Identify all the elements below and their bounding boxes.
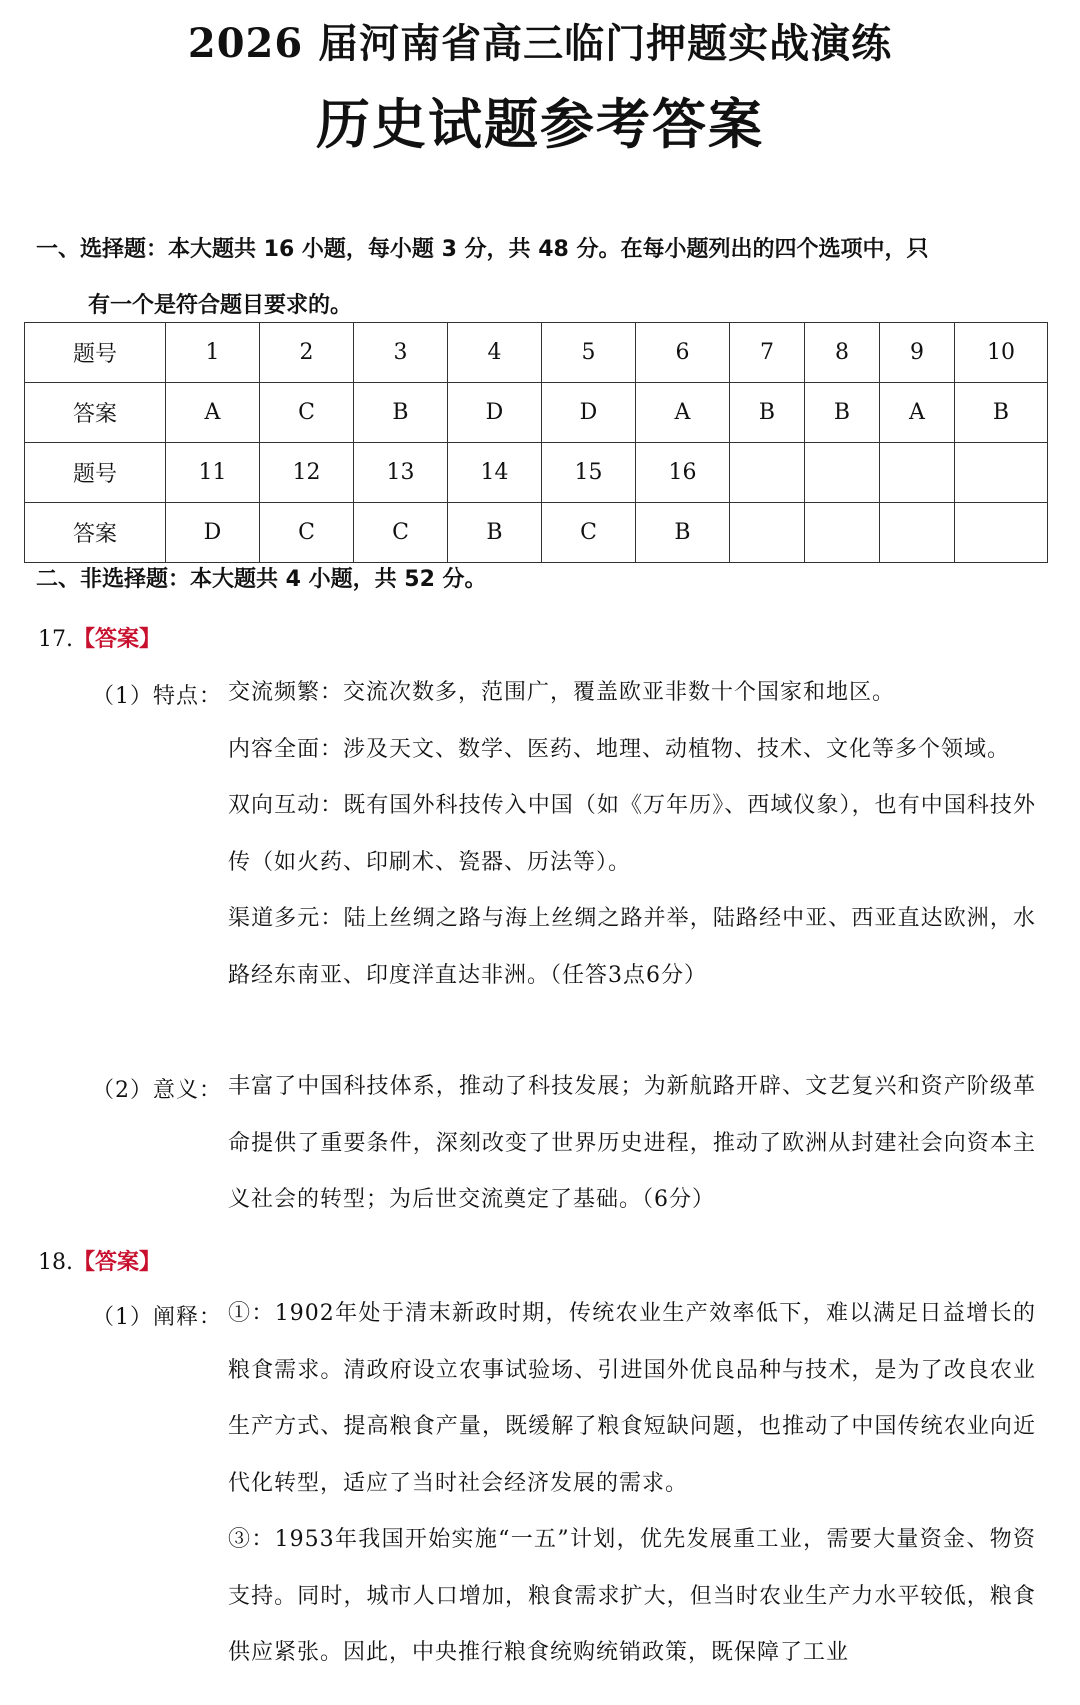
question-number-cell: 7 [730,323,805,383]
section-1-line-2: 有一个是符合题目要求的。 [88,293,353,318]
question-number-cell: 2 [260,323,354,383]
question-number: 17. [38,627,73,652]
section-1-line-1: 一、选择题：本大题共 16 小题，每小题 3 分，共 48 分。在每小题列出的四个选项中，只 [36,237,929,262]
document-subtitle: 历史试题参考答案 [316,92,764,156]
answer-tag: 【答案】 [73,1250,162,1275]
question-number-cell: 8 [805,323,880,383]
answer-cell: B [636,503,730,563]
answer-cell: B [730,383,805,443]
question-number-cell: 11 [166,443,260,503]
answer-cell: B [955,383,1048,443]
table-row [25,503,1048,563]
q17-part1-label: （1）特点： [92,684,222,709]
empty-cell [955,503,1048,563]
question-18-header [38,1245,161,1276]
q17-part2-label: （2）意义： [92,1078,222,1103]
answer-cell: B [354,383,448,443]
answer-paragraph: 双向互动：既有国外科技传入中国（如《万年历》、西域仪象），也有中国科技外传（如火药、印刷术、瓷器、历法等）。 [228,793,1036,875]
empty-cell [955,443,1048,503]
answer-cell: C [354,503,448,563]
answer-cell: D [448,383,542,443]
empty-cell [805,443,880,503]
answer-cell: A [636,383,730,443]
section-2-heading: 二、非选择题：本大题共 4 小题，共 52 分。 [36,567,487,592]
row-label: 答案 [25,383,166,443]
answer-cell: D [542,383,636,443]
answer-cell: C [542,503,636,563]
question-number-cell: 3 [354,323,448,383]
answer-cell: C [260,383,354,443]
answer-cell: D [166,503,260,563]
answer-cell: C [260,503,354,563]
answer-paragraph: 交流频繁：交流次数多，范围广，覆盖欧亚非数十个国家和地区。 [228,680,896,705]
empty-cell [730,503,805,563]
exam-title: 2026 届河南省高三临门押题实战演练 [187,20,893,67]
answer-table [24,322,1048,563]
question-number-cell: 10 [955,323,1048,383]
question-17-header [38,622,161,653]
question-number-cell: 9 [880,323,955,383]
empty-cell [880,443,955,503]
answer-tag: 【答案】 [73,627,162,652]
answer-paragraph: 内容全面：涉及天文、数学、医药、地理、动植物、技术、文化等多个领域。 [228,736,1011,762]
empty-cell [730,443,805,503]
row-label: 题号 [25,323,166,383]
q18-part1-label: （1）阐释： [92,1305,222,1330]
q17-part1-body [228,665,1036,1004]
question-number-cell: 16 [636,443,730,503]
row-label: 答案 [25,503,166,563]
q17-part2-body [228,1059,1036,1229]
answer-cell: B [448,503,542,563]
question-number-cell: 13 [354,443,448,503]
answer-cell: A [880,383,955,443]
table-row [25,383,1048,443]
answer-paragraph: ③：1953年我国开始实施“一五”计划，优先发展重工业，需要大量资金、物资支持。同时，城市人口增加，粮食需求扩大，但当时农业生产力水平较低，粮食供应紧张。因此，中央推行粮食统购统销政策，既保障了工业 [228,1527,1036,1665]
question-number-cell: 4 [448,323,542,383]
answer-paragraph: 渠道多元：陆上丝绸之路与海上丝绸之路并举，陆路经中亚、西亚直达欧洲，水路经东南亚、印度洋直达非洲。（任答3点6分） [228,906,1036,988]
question-number-cell: 6 [636,323,730,383]
question-number-cell: 12 [260,443,354,503]
empty-cell [805,503,880,563]
table-row [25,323,1048,383]
question-number-cell: 14 [448,443,542,503]
table-row [25,443,1048,503]
question-number: 18. [38,1250,73,1275]
answer-cell: B [805,383,880,443]
q18-part1-body [228,1286,1036,1682]
answer-cell: A [166,383,260,443]
answer-paragraph: 丰富了中国科技体系，推动了科技发展；为新航路开辟、文艺复兴和资产阶级革命提供了重要条件，深刻改变了世界历史进程，推动了欧洲从封建社会向资本主义社会的转型；为后世交流奠定了基础。（6分） [228,1074,1036,1212]
section-1-heading [36,222,1046,334]
row-label: 题号 [25,443,166,503]
empty-cell [880,503,955,563]
question-number-cell: 5 [542,323,636,383]
question-number-cell: 1 [166,323,260,383]
answer-paragraph: ①：1902年处于清末新政时期，传统农业生产效率低下，难以满足日益增长的粮食需求。清政府设立农事试验场、引进国外优良品种与技术，是为了改良农业生产方式、提高粮食产量，既缓解了粮食短缺问题，也推动了中国传统农业向近代化转型，适应了当时社会经济发展的需求。 [228,1301,1036,1496]
question-number-cell: 15 [542,443,636,503]
